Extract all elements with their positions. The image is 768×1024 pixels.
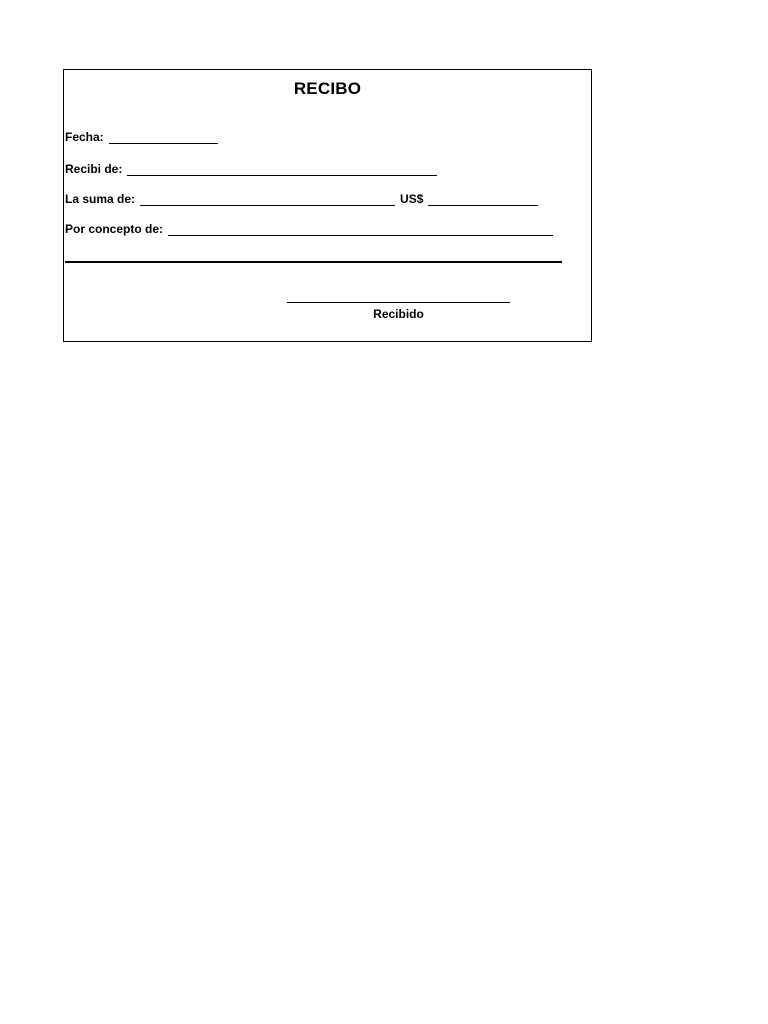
receipt-form xyxy=(63,69,592,342)
suma-label: La suma de: xyxy=(65,192,136,206)
signature-label: Recibido xyxy=(373,307,424,321)
receipt-title: RECIBO xyxy=(293,79,362,98)
signature-line[interactable] xyxy=(287,302,510,303)
fecha-row xyxy=(65,130,218,144)
recibi-label: Recibi de: xyxy=(65,162,123,176)
currency-label: US$ xyxy=(400,192,424,206)
fecha-label: Fecha: xyxy=(65,130,104,144)
recibi-blank-line[interactable] xyxy=(127,164,437,176)
suma-blank-line[interactable] xyxy=(140,194,395,206)
suma-row xyxy=(65,192,538,206)
concepto-blank-line[interactable] xyxy=(168,224,553,236)
concepto-label: Por concepto de: xyxy=(65,222,164,236)
fecha-blank-line[interactable] xyxy=(109,132,218,144)
concepto-row xyxy=(65,222,553,236)
recibi-row xyxy=(65,162,437,176)
amount-blank-line[interactable] xyxy=(428,194,538,206)
concepto-continuation-line[interactable] xyxy=(65,261,562,263)
